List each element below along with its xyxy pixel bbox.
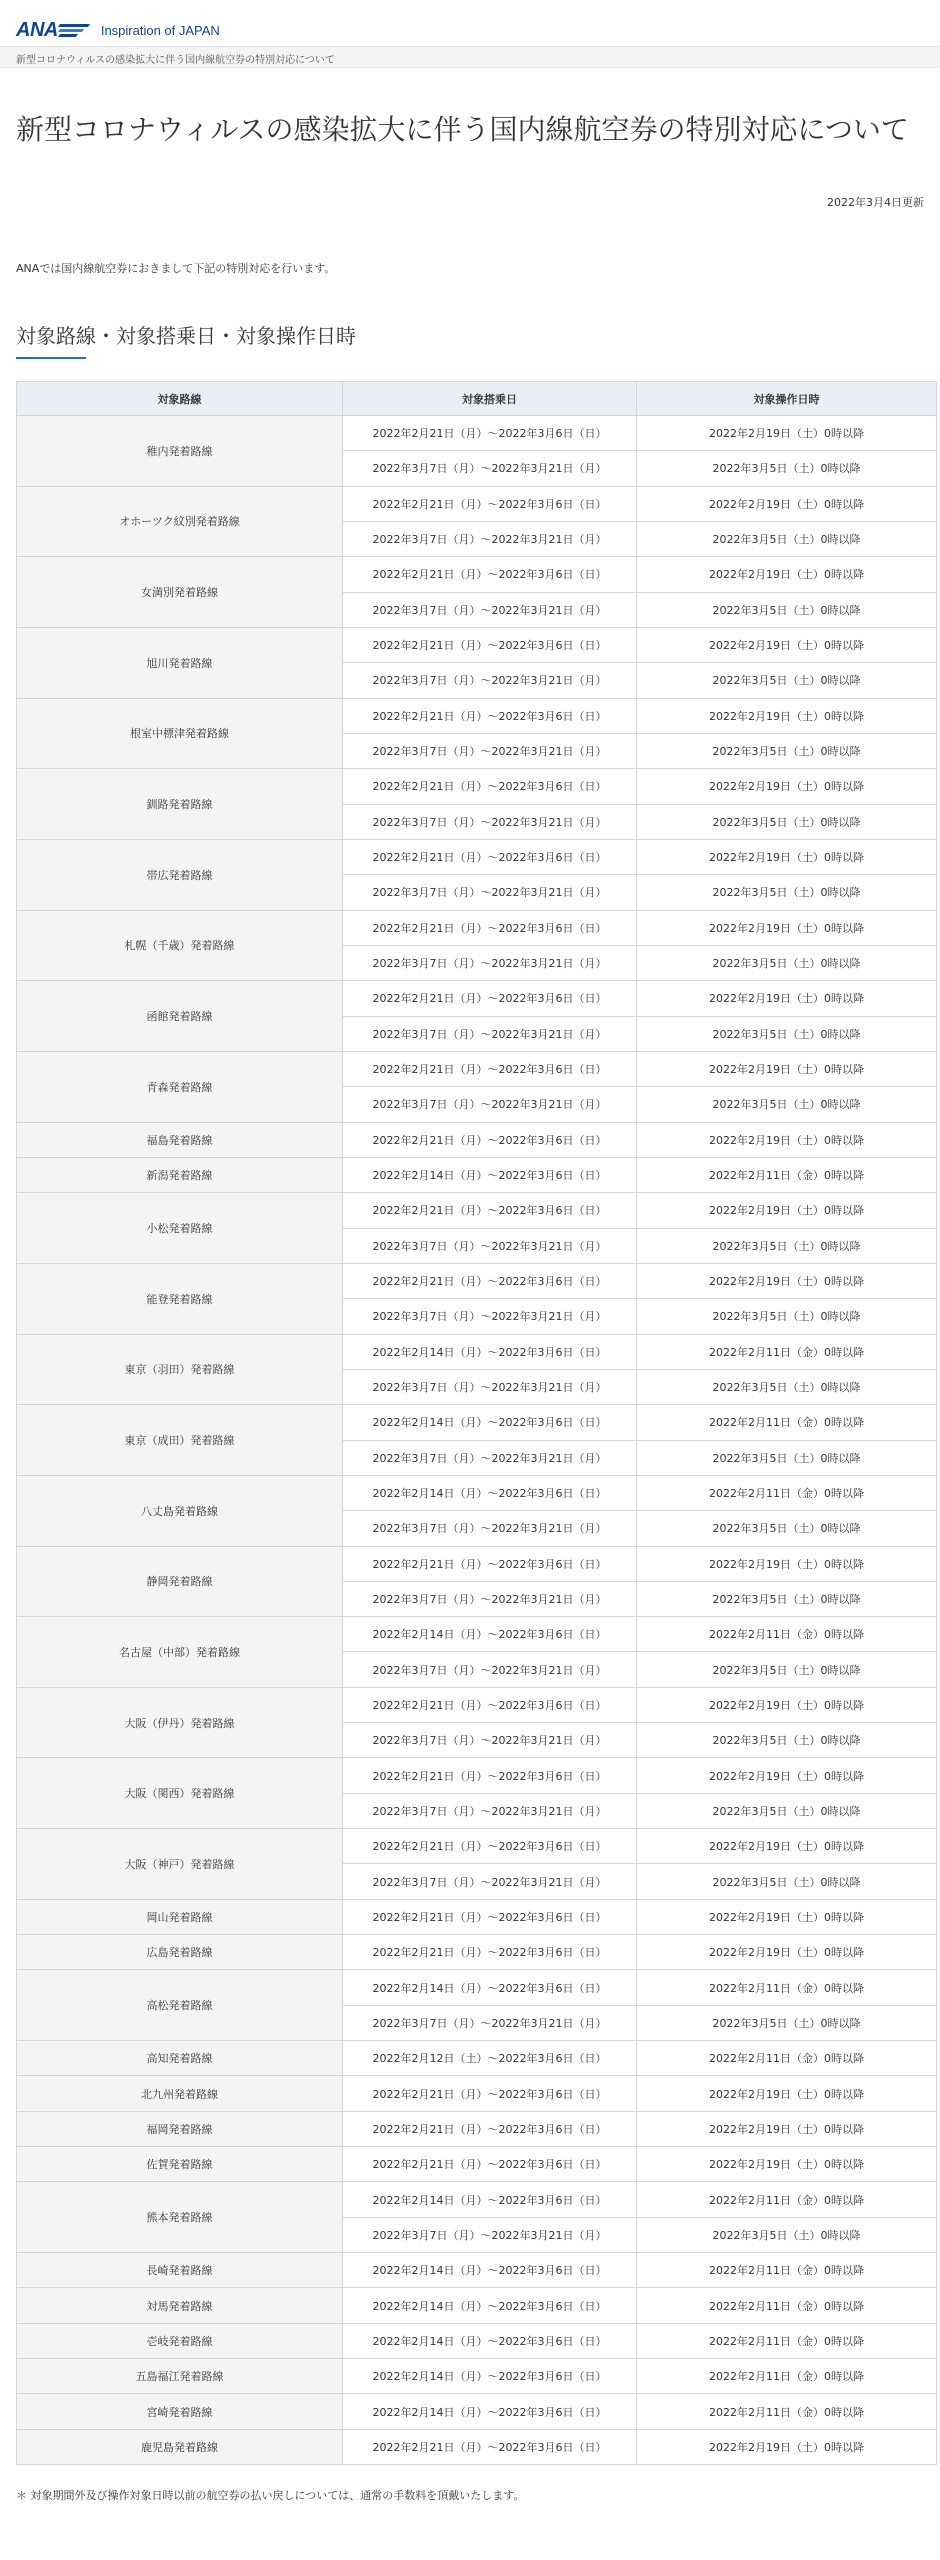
boarding-date-cell: 2022年3月7日（月）～2022年3月21日（月） (343, 733, 637, 768)
routes-table (16, 381, 937, 2465)
operation-date-cell: 2022年2月19日（土）0時以降 (637, 1263, 937, 1298)
operation-date-cell: 2022年3月5日（土）0時以降 (637, 1440, 937, 1475)
operation-date-cell: 2022年2月11日（金）0時以降 (637, 1157, 937, 1192)
operation-date-cell: 2022年3月5日（土）0時以降 (637, 1016, 937, 1051)
route-cell: 岡山発着路線 (17, 1899, 343, 1934)
operation-date-cell: 2022年2月11日（金）0時以降 (637, 2182, 937, 2217)
route-cell: 五島福江発着路線 (17, 2359, 343, 2394)
boarding-date-cell: 2022年3月7日（月）～2022年3月21日（月） (343, 521, 637, 556)
route-cell: 静岡発着路線 (17, 1546, 343, 1617)
route-cell: 旭川発着路線 (17, 627, 343, 698)
table-row (17, 486, 937, 521)
boarding-date-cell: 2022年2月14日（月）～2022年3月6日（日） (343, 2359, 637, 2394)
boarding-date-cell: 2022年3月7日（月）～2022年3月21日（月） (343, 663, 637, 698)
route-cell: 女満別発着路線 (17, 557, 343, 628)
operation-date-cell: 2022年2月19日（土）0時以降 (637, 1122, 937, 1157)
header-route: 対象路線 (17, 382, 343, 416)
main-content (0, 110, 940, 2503)
route-cell: 高松発着路線 (17, 1970, 343, 2041)
boarding-date-cell: 2022年2月21日（月）～2022年3月6日（日） (343, 981, 637, 1016)
operation-date-cell: 2022年2月11日（金）0時以降 (637, 1970, 937, 2005)
route-cell: 高知発着路線 (17, 2041, 343, 2076)
intro-text: ANAでは国内線航空券におきまして下記の特別対応を行います。 (16, 262, 336, 275)
boarding-date-cell: 2022年3月7日（月）～2022年3月21日（月） (343, 1440, 637, 1475)
boarding-date-cell: 2022年3月7日（月）～2022年3月21日（月） (343, 1581, 637, 1616)
route-cell: 大阪（伊丹）発着路線 (17, 1687, 343, 1758)
table-row (17, 2147, 937, 2182)
routes-table-body (17, 416, 937, 2465)
boarding-date-cell: 2022年2月21日（月）～2022年3月6日（日） (343, 2429, 637, 2464)
route-cell: 壱岐発着路線 (17, 2323, 343, 2358)
boarding-date-cell: 2022年3月7日（月）～2022年3月21日（月） (343, 1016, 637, 1051)
boarding-date-cell: 2022年2月14日（月）～2022年3月6日（日） (343, 1334, 637, 1369)
route-cell: 根室中標津発着路線 (17, 698, 343, 769)
ana-logo[interactable] (16, 19, 220, 42)
boarding-date-cell: 2022年2月14日（月）～2022年3月6日（日） (343, 2288, 637, 2323)
boarding-date-cell: 2022年2月21日（月）～2022年3月6日（日） (343, 1546, 637, 1581)
route-cell: 八丈島発着路線 (17, 1475, 343, 1546)
boarding-date-cell: 2022年2月21日（月）～2022年3月6日（日） (343, 1122, 637, 1157)
boarding-date-cell: 2022年2月21日（月）～2022年3月6日（日） (343, 1899, 637, 1934)
boarding-date-cell: 2022年2月21日（月）～2022年3月6日（日） (343, 557, 637, 592)
boarding-date-cell: 2022年3月7日（月）～2022年3月21日（月） (343, 451, 637, 486)
boarding-date-cell: 2022年2月21日（月）～2022年3月6日（日） (343, 698, 637, 733)
table-row (17, 1193, 937, 1228)
footnote: ＊ 対象期間外及び操作対象日時以前の航空券の払い戻しについては、通常の手数料を頂戴いたします。 (16, 2489, 525, 2503)
table-row (17, 2253, 937, 2288)
table-row (17, 2359, 937, 2394)
table-row (17, 2288, 937, 2323)
route-cell: 北九州発着路線 (17, 2076, 343, 2111)
route-cell: 函館発着路線 (17, 981, 343, 1052)
boarding-date-cell: 2022年2月14日（月）～2022年3月6日（日） (343, 2394, 637, 2429)
logo-wing-icon (59, 23, 93, 37)
section-underline (16, 357, 86, 359)
operation-date-cell: 2022年3月5日（土）0時以降 (637, 521, 937, 556)
operation-date-cell: 2022年3月5日（土）0時以降 (637, 1299, 937, 1334)
operation-date-cell: 2022年2月19日（土）0時以降 (637, 839, 937, 874)
boarding-date-cell: 2022年2月21日（月）～2022年3月6日（日） (343, 2147, 637, 2182)
table-row (17, 1263, 937, 1298)
operation-date-cell: 2022年2月11日（金）0時以降 (637, 2323, 937, 2358)
operation-date-cell: 2022年2月11日（金）0時以降 (637, 1617, 937, 1652)
operation-date-cell: 2022年3月5日（土）0時以降 (637, 592, 937, 627)
boarding-date-cell: 2022年2月21日（月）～2022年3月6日（日） (343, 1193, 637, 1228)
route-cell: 広島発着路線 (17, 1935, 343, 1970)
operation-date-cell: 2022年3月5日（土）0時以降 (637, 1228, 937, 1263)
breadcrumb-current: 新型コロナウィルスの感染拡大に伴う国内線航空券の特別対応について (16, 55, 335, 66)
boarding-date-cell: 2022年3月7日（月）～2022年3月21日（月） (343, 592, 637, 627)
section-title: 対象路線・対象搭乗日・対象操作日時 (16, 324, 356, 348)
table-row (17, 2041, 937, 2076)
route-cell: 長崎発着路線 (17, 2253, 343, 2288)
operation-date-cell: 2022年2月11日（金）0時以降 (637, 1475, 937, 1510)
operation-date-cell: 2022年2月11日（金）0時以降 (637, 2359, 937, 2394)
table-row (17, 839, 937, 874)
table-row (17, 1157, 937, 1192)
operation-date-cell: 2022年2月19日（土）0時以降 (637, 910, 937, 945)
boarding-date-cell: 2022年2月14日（月）～2022年3月6日（日） (343, 1405, 637, 1440)
table-row (17, 2111, 937, 2146)
route-cell: 釧路発着路線 (17, 769, 343, 840)
table-row (17, 2394, 937, 2429)
operation-date-cell: 2022年3月5日（土）0時以降 (637, 1864, 937, 1899)
boarding-date-cell: 2022年3月7日（月）～2022年3月21日（月） (343, 1793, 637, 1828)
boarding-date-cell: 2022年2月14日（月）～2022年3月6日（日） (343, 1617, 637, 1652)
operation-date-cell: 2022年3月5日（土）0時以降 (637, 1723, 937, 1758)
table-row (17, 2076, 937, 2111)
operation-date-cell: 2022年2月11日（金）0時以降 (637, 2253, 937, 2288)
boarding-date-cell: 2022年2月21日（月）～2022年3月6日（日） (343, 2111, 637, 2146)
operation-date-cell: 2022年2月19日（土）0時以降 (637, 1687, 937, 1722)
operation-date-cell: 2022年2月19日（土）0時以降 (637, 486, 937, 521)
boarding-date-cell: 2022年3月7日（月）～2022年3月21日（月） (343, 1369, 637, 1404)
table-row (17, 1475, 937, 1510)
operation-date-cell: 2022年2月19日（土）0時以降 (637, 1193, 937, 1228)
route-cell: 東京（成田）発着路線 (17, 1405, 343, 1476)
boarding-date-cell: 2022年3月7日（月）～2022年3月21日（月） (343, 1652, 637, 1687)
boarding-date-cell: 2022年3月7日（月）～2022年3月21日（月） (343, 1511, 637, 1546)
route-cell: 佐賀発着路線 (17, 2147, 343, 2182)
route-cell: 鹿児島発着路線 (17, 2429, 343, 2464)
boarding-date-cell: 2022年2月21日（月）～2022年3月6日（日） (343, 1051, 637, 1086)
operation-date-cell: 2022年3月5日（土）0時以降 (637, 804, 937, 839)
boarding-date-cell: 2022年3月7日（月）～2022年3月21日（月） (343, 1087, 637, 1122)
page-title: 新型コロナウィルスの感染拡大に伴う国内線航空券の特別対応について (16, 113, 909, 146)
operation-date-cell: 2022年2月19日（土）0時以降 (637, 2111, 937, 2146)
route-cell: 大阪（神戸）発着路線 (17, 1829, 343, 1900)
boarding-date-cell: 2022年3月7日（月）～2022年3月21日（月） (343, 2217, 637, 2252)
boarding-date-cell: 2022年2月21日（月）～2022年3月6日（日） (343, 2076, 637, 2111)
operation-date-cell: 2022年2月19日（土）0時以降 (637, 1758, 937, 1793)
operation-date-cell: 2022年3月5日（土）0時以降 (637, 2217, 937, 2252)
boarding-date-cell: 2022年3月7日（月）～2022年3月21日（月） (343, 875, 637, 910)
operation-date-cell: 2022年2月19日（土）0時以降 (637, 2147, 937, 2182)
route-cell: 名古屋（中部）発着路線 (17, 1617, 343, 1688)
operation-date-cell: 2022年3月5日（土）0時以降 (637, 1511, 937, 1546)
operation-date-cell: 2022年2月19日（土）0時以降 (637, 1051, 937, 1086)
table-row (17, 2182, 937, 2217)
route-cell: 帯広発着路線 (17, 839, 343, 910)
table-row (17, 2323, 937, 2358)
boarding-date-cell: 2022年2月12日（土）～2022年3月6日（日） (343, 2041, 637, 2076)
operation-date-cell: 2022年2月11日（金）0時以降 (637, 2394, 937, 2429)
operation-date-cell: 2022年2月19日（土）0時以降 (637, 981, 937, 1016)
operation-date-cell: 2022年2月19日（土）0時以降 (637, 2076, 937, 2111)
boarding-date-cell: 2022年2月21日（月）～2022年3月6日（日） (343, 769, 637, 804)
boarding-date-cell: 2022年3月7日（月）～2022年3月21日（月） (343, 804, 637, 839)
boarding-date-cell: 2022年3月7日（月）～2022年3月21日（月） (343, 2005, 637, 2040)
table-row (17, 1899, 937, 1934)
route-cell: 大阪（関西）発着路線 (17, 1758, 343, 1829)
table-row (17, 769, 937, 804)
boarding-date-cell: 2022年2月14日（月）～2022年3月6日（日） (343, 1970, 637, 2005)
route-cell: 熊本発着路線 (17, 2182, 343, 2253)
route-cell: 福島発着路線 (17, 1122, 343, 1157)
operation-date-cell: 2022年2月11日（金）0時以降 (637, 2288, 937, 2323)
table-row (17, 627, 937, 662)
boarding-date-cell: 2022年3月7日（月）～2022年3月21日（月） (343, 1228, 637, 1263)
route-cell: 稚内発着路線 (17, 416, 343, 487)
boarding-date-cell: 2022年2月14日（月）～2022年3月6日（日） (343, 1157, 637, 1192)
operation-date-cell: 2022年3月5日（土）0時以降 (637, 1581, 937, 1616)
boarding-date-cell: 2022年2月14日（月）～2022年3月6日（日） (343, 2323, 637, 2358)
operation-date-cell: 2022年2月19日（土）0時以降 (637, 1546, 937, 1581)
table-row (17, 1829, 937, 1864)
header-boarding-date: 対象搭乗日 (343, 382, 637, 416)
operation-date-cell: 2022年3月5日（土）0時以降 (637, 2005, 937, 2040)
boarding-date-cell: 2022年2月14日（月）～2022年3月6日（日） (343, 1475, 637, 1510)
operation-date-cell: 2022年2月19日（土）0時以降 (637, 1899, 937, 1934)
operation-date-cell: 2022年2月19日（土）0時以降 (637, 627, 937, 662)
logo-text: ANA (16, 18, 58, 41)
boarding-date-cell: 2022年3月7日（月）～2022年3月21日（月） (343, 1299, 637, 1334)
site-header (0, 0, 940, 46)
boarding-date-cell: 2022年3月7日（月）～2022年3月21日（月） (343, 1864, 637, 1899)
boarding-date-cell: 2022年2月21日（月）～2022年3月6日（日） (343, 1935, 637, 1970)
route-cell: 新潟発着路線 (17, 1157, 343, 1192)
operation-date-cell: 2022年3月5日（土）0時以降 (637, 451, 937, 486)
table-header-row (17, 382, 937, 416)
operation-date-cell: 2022年3月5日（土）0時以降 (637, 1793, 937, 1828)
route-cell: 小松発着路線 (17, 1193, 343, 1264)
table-row (17, 981, 937, 1016)
operation-date-cell: 2022年3月5日（土）0時以降 (637, 733, 937, 768)
updated-date: 2022年3月4日更新 (827, 196, 924, 209)
breadcrumb (0, 46, 940, 68)
table-row (17, 910, 937, 945)
route-cell: 青森発着路線 (17, 1051, 343, 1122)
route-cell: 能登発着路線 (17, 1263, 343, 1334)
operation-date-cell: 2022年3月5日（土）0時以降 (637, 945, 937, 980)
boarding-date-cell: 2022年2月14日（月）～2022年3月6日（日） (343, 2253, 637, 2288)
table-row (17, 1546, 937, 1581)
operation-date-cell: 2022年2月19日（土）0時以降 (637, 2429, 937, 2464)
table-row (17, 1935, 937, 1970)
operation-date-cell: 2022年2月11日（金）0時以降 (637, 2041, 937, 2076)
table-row (17, 1758, 937, 1793)
table-row (17, 1687, 937, 1722)
logo-tagline: Inspiration of JAPAN (100, 22, 220, 38)
table-row (17, 698, 937, 733)
table-row (17, 1405, 937, 1440)
operation-date-cell: 2022年2月11日（金）0時以降 (637, 1334, 937, 1369)
boarding-date-cell: 2022年2月21日（月）～2022年3月6日（日） (343, 486, 637, 521)
operation-date-cell: 2022年2月19日（土）0時以降 (637, 416, 937, 451)
route-cell: 札幌（千歳）発着路線 (17, 910, 343, 981)
route-cell: オホーツク紋別発着路線 (17, 486, 343, 557)
operation-date-cell: 2022年2月19日（土）0時以降 (637, 1935, 937, 1970)
operation-date-cell: 2022年2月19日（土）0時以降 (637, 698, 937, 733)
operation-date-cell: 2022年3月5日（土）0時以降 (637, 1369, 937, 1404)
table-row (17, 2429, 937, 2464)
table-row (17, 1334, 937, 1369)
route-cell: 宮崎発着路線 (17, 2394, 343, 2429)
table-row (17, 1970, 937, 2005)
table-row (17, 1051, 937, 1086)
boarding-date-cell: 2022年2月21日（月）～2022年3月6日（日） (343, 1263, 637, 1298)
boarding-date-cell: 2022年2月21日（月）～2022年3月6日（日） (343, 627, 637, 662)
operation-date-cell: 2022年3月5日（土）0時以降 (637, 663, 937, 698)
header-operation-date: 対象操作日時 (637, 382, 937, 416)
route-cell: 東京（羽田）発着路線 (17, 1334, 343, 1405)
operation-date-cell: 2022年2月19日（土）0時以降 (637, 557, 937, 592)
boarding-date-cell: 2022年3月7日（月）～2022年3月21日（月） (343, 945, 637, 980)
operation-date-cell: 2022年2月19日（土）0時以降 (637, 769, 937, 804)
boarding-date-cell: 2022年2月21日（月）～2022年3月6日（日） (343, 1758, 637, 1793)
boarding-date-cell: 2022年2月14日（月）～2022年3月6日（日） (343, 2182, 637, 2217)
operation-date-cell: 2022年3月5日（土）0時以降 (637, 875, 937, 910)
boarding-date-cell: 2022年2月21日（月）～2022年3月6日（日） (343, 1687, 637, 1722)
table-row (17, 1122, 937, 1157)
boarding-date-cell: 2022年2月21日（月）～2022年3月6日（日） (343, 416, 637, 451)
operation-date-cell: 2022年2月19日（土）0時以降 (637, 1829, 937, 1864)
route-cell: 対馬発着路線 (17, 2288, 343, 2323)
operation-date-cell: 2022年3月5日（土）0時以降 (637, 1087, 937, 1122)
boarding-date-cell: 2022年2月21日（月）～2022年3月6日（日） (343, 1829, 637, 1864)
boarding-date-cell: 2022年2月21日（月）～2022年3月6日（日） (343, 839, 637, 874)
table-row (17, 557, 937, 592)
table-row (17, 1617, 937, 1652)
operation-date-cell: 2022年3月5日（土）0時以降 (637, 1652, 937, 1687)
operation-date-cell: 2022年2月11日（金）0時以降 (637, 1405, 937, 1440)
table-row (17, 416, 937, 451)
route-cell: 福岡発着路線 (17, 2111, 343, 2146)
boarding-date-cell: 2022年3月7日（月）～2022年3月21日（月） (343, 1723, 637, 1758)
boarding-date-cell: 2022年2月21日（月）～2022年3月6日（日） (343, 910, 637, 945)
